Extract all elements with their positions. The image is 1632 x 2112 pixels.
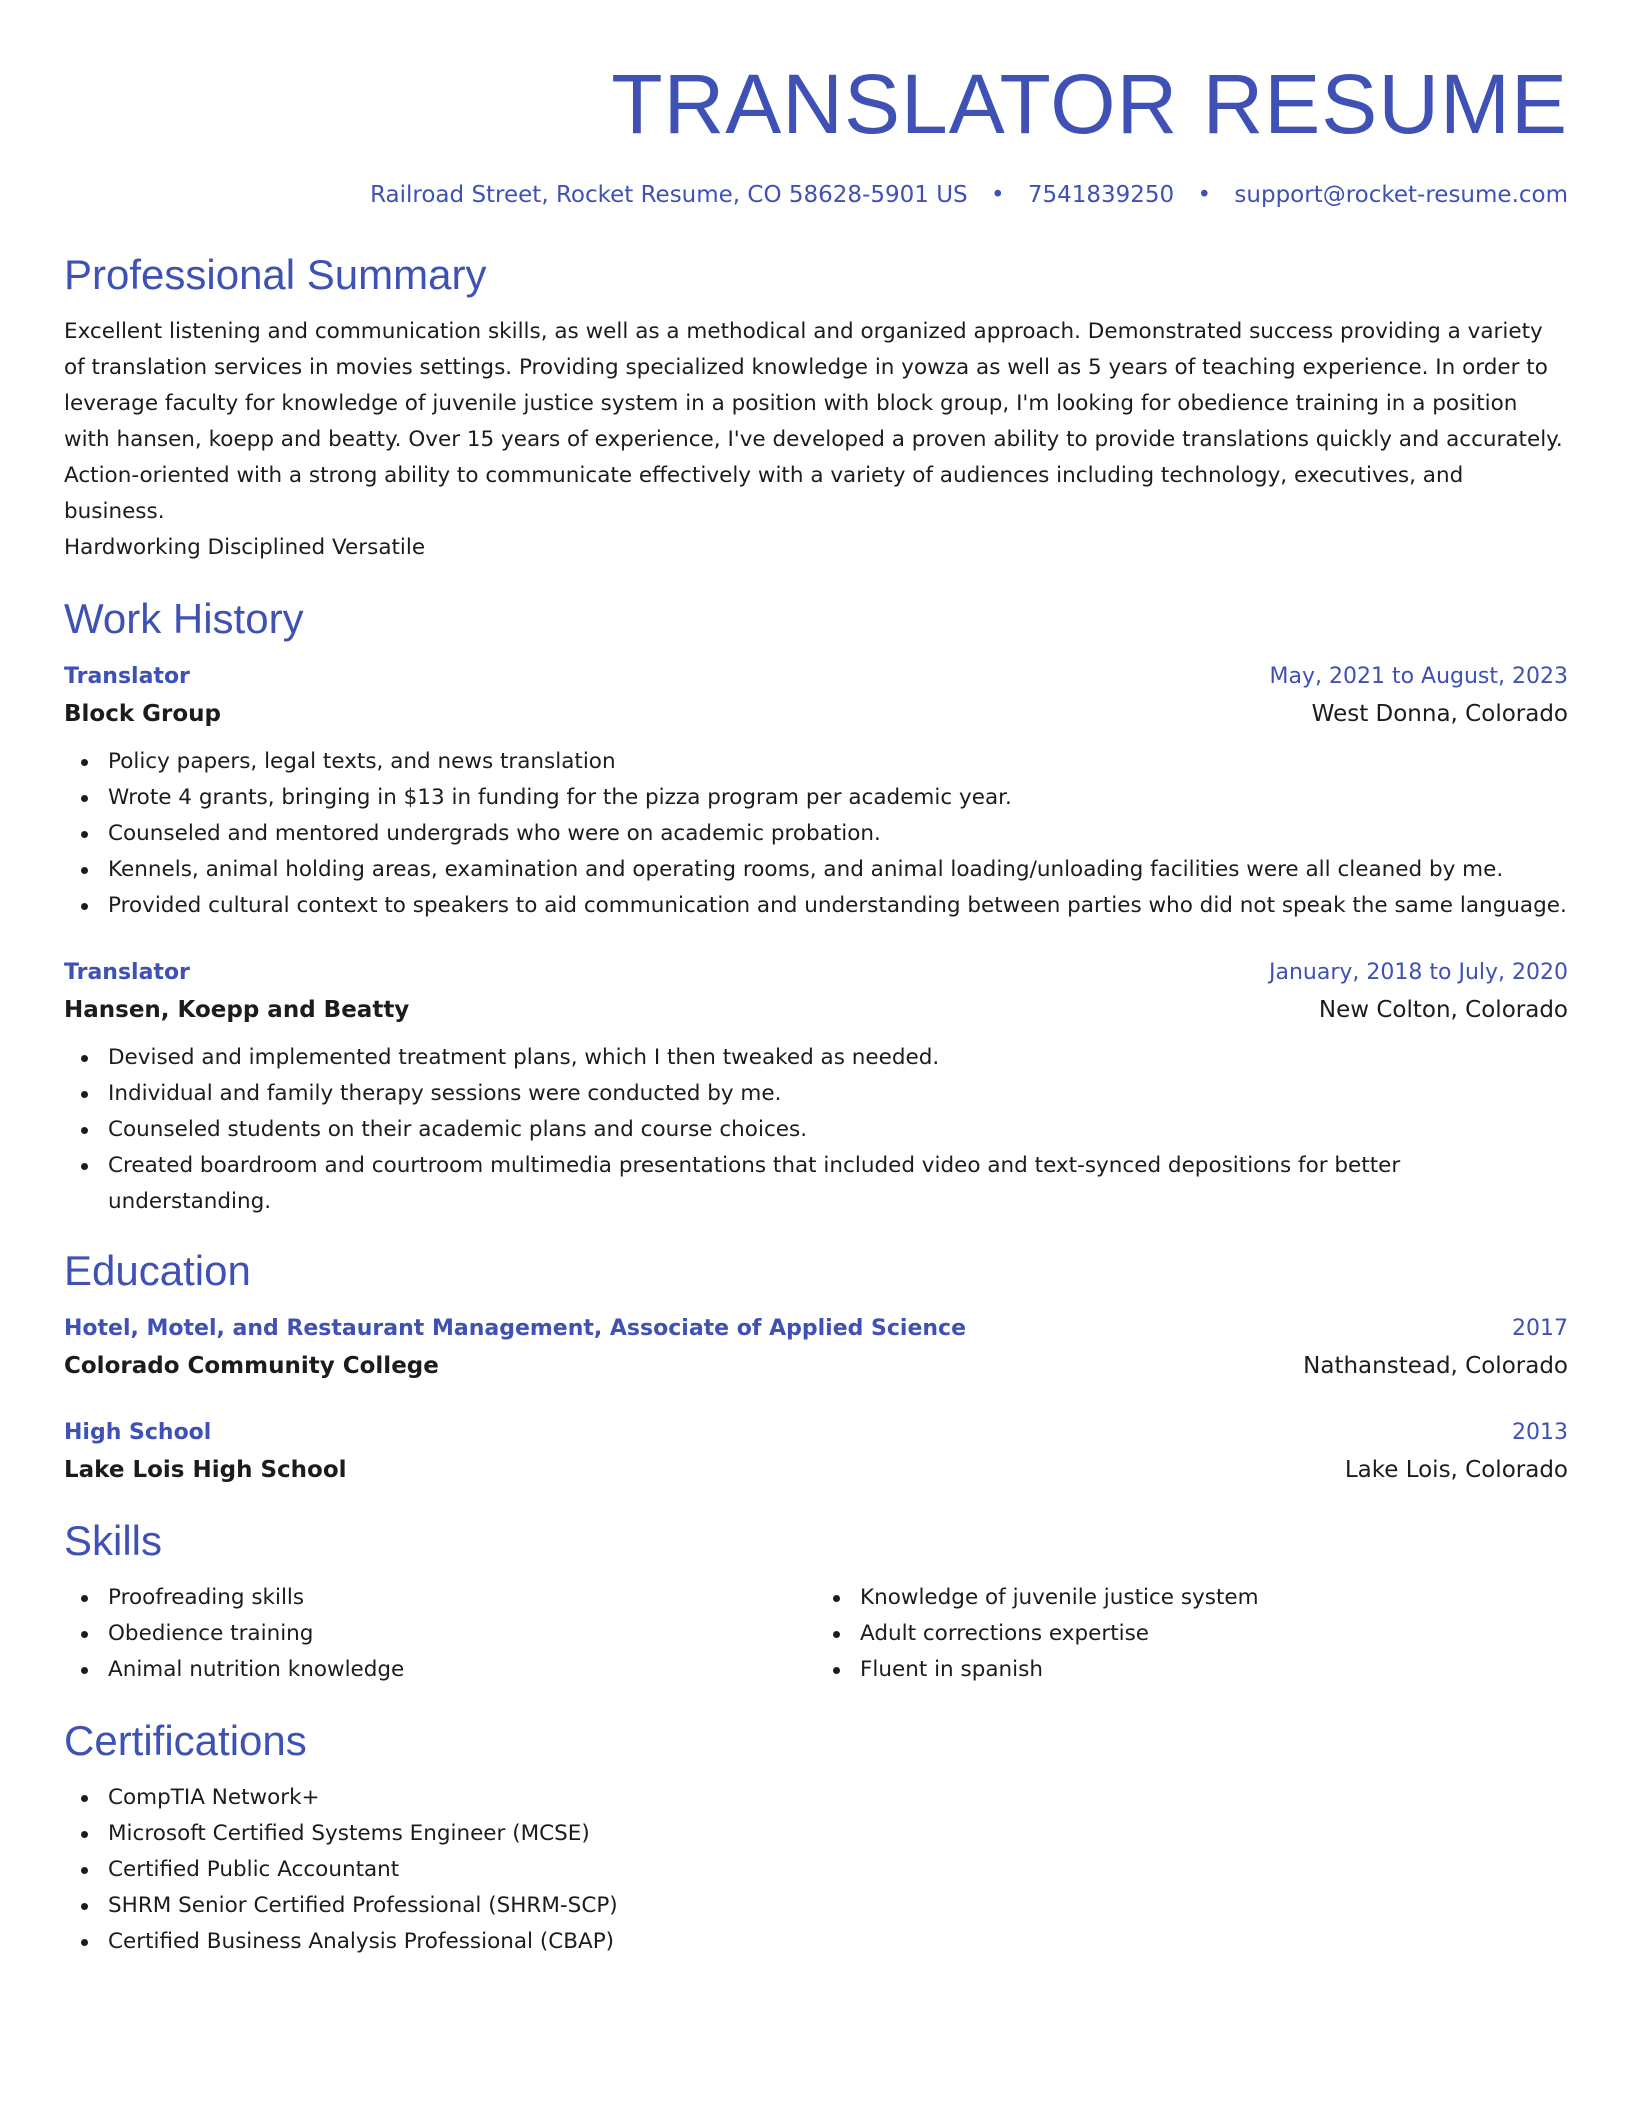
education-meta bbox=[64, 1346, 1568, 1386]
list-item: Created boardroom and courtroom multimedia presentations that included video and text-synced depositions for better understanding. bbox=[64, 1148, 1568, 1220]
summary-traits: Hardworking Disciplined Versatile bbox=[64, 535, 426, 560]
education-entry bbox=[64, 1312, 1568, 1386]
list-item: Animal nutrition knowledge bbox=[64, 1652, 816, 1688]
list-item: Microsoft Certified Systems Engineer (MCSE) bbox=[64, 1816, 1568, 1852]
list-item: Individual and family therapy sessions were conducted by me. bbox=[64, 1076, 1568, 1112]
list-item: Knowledge of juvenile justice system bbox=[816, 1580, 1568, 1616]
list-item: Certified Public Accountant bbox=[64, 1852, 1568, 1888]
contact-separator: • bbox=[1197, 182, 1212, 208]
job-role: Translator bbox=[64, 664, 190, 689]
skills-section bbox=[64, 1516, 1568, 1688]
education-location: Lake Lois, Colorado bbox=[1344, 1457, 1568, 1483]
job-bullets bbox=[64, 744, 1568, 924]
education-header bbox=[64, 1416, 1568, 1450]
list-item: CompTIA Network+ bbox=[64, 1780, 1568, 1816]
list-item: Policy papers, legal texts, and news translation bbox=[64, 744, 1568, 780]
job-header bbox=[64, 956, 1568, 990]
job-company: Hansen, Koepp and Beatty bbox=[64, 997, 410, 1023]
summary-body: Excellent listening and communication skills, as well as a methodical and organized approach. Demonstrated success providing a variety of translation services in movies settings. Providing specialized knowledge in yowza as well as 5 years of teaching experience. In order to leverage faculty for knowledge of juvenile justice system in a position with block group, I'm looking for obedience training in a position with hansen, koepp and beatty. Over 15 years of experience, I've developed a proven ability to provide translations quickly and accurately. Action-oriented with a strong ability to communicate effectively with a variety of audiences including technology, executives, and business. bbox=[64, 319, 1563, 524]
job-meta bbox=[64, 694, 1568, 734]
skills-grid bbox=[64, 1580, 1568, 1688]
education-location: Nathanstead, Colorado bbox=[1303, 1353, 1568, 1379]
skills-list-left bbox=[64, 1580, 816, 1688]
contact-address: Railroad Street, Rocket Resume, CO 58628-5901 US bbox=[370, 182, 968, 208]
work-heading: Work History bbox=[64, 595, 304, 642]
summary-heading: Professional Summary bbox=[64, 251, 487, 298]
list-item: Certified Business Analysis Professional (CBAP) bbox=[64, 1924, 1568, 1960]
list-item: Adult corrections expertise bbox=[816, 1616, 1568, 1652]
education-school: Lake Lois High School bbox=[64, 1457, 347, 1483]
skills-heading: Skills bbox=[64, 1517, 163, 1564]
list-item: Counseled and mentored undergrads who were on academic probation. bbox=[64, 816, 1568, 852]
education-degree: High School bbox=[64, 1420, 212, 1445]
list-item: Obedience training bbox=[64, 1616, 816, 1652]
job-role: Translator bbox=[64, 960, 190, 985]
education-heading: Education bbox=[64, 1247, 251, 1294]
education-school: Colorado Community College bbox=[64, 1353, 439, 1379]
summary-text bbox=[64, 314, 1568, 566]
job-location: New Colton, Colorado bbox=[1318, 997, 1568, 1023]
job-company: Block Group bbox=[64, 701, 222, 727]
job-bullets bbox=[64, 1040, 1568, 1220]
list-item: Devised and implemented treatment plans, which I then tweaked as needed. bbox=[64, 1040, 1568, 1076]
list-item: SHRM Senior Certified Professional (SHRM-SCP) bbox=[64, 1888, 1568, 1924]
education-year: 2013 bbox=[1512, 1420, 1568, 1445]
list-item: Wrote 4 grants, bringing in $13 in funding for the pizza program per academic year. bbox=[64, 780, 1568, 816]
job-header bbox=[64, 660, 1568, 694]
job-location: West Donna, Colorado bbox=[1311, 701, 1568, 727]
skills-list-right bbox=[816, 1580, 1568, 1688]
list-item: Counseled students on their academic plans and course choices. bbox=[64, 1112, 1568, 1148]
contact-email: support@rocket-resume.com bbox=[1234, 182, 1568, 208]
resume-title: TRANSLATOR RESUME bbox=[611, 57, 1568, 151]
contact-phone: 7541839250 bbox=[1027, 182, 1175, 208]
education-year: 2017 bbox=[1512, 1316, 1568, 1341]
contact-line bbox=[64, 180, 1568, 210]
job-entry bbox=[64, 660, 1568, 924]
job-meta bbox=[64, 990, 1568, 1030]
education-header bbox=[64, 1312, 1568, 1346]
job-dates: January, 2018 to July, 2020 bbox=[1269, 960, 1568, 985]
education-meta bbox=[64, 1450, 1568, 1490]
list-item: Proofreading skills bbox=[64, 1580, 816, 1616]
education-entry bbox=[64, 1416, 1568, 1490]
education-degree: Hotel, Motel, and Restaurant Management, Associate of Applied Science bbox=[64, 1316, 967, 1341]
summary-section bbox=[64, 250, 1568, 566]
job-entry bbox=[64, 956, 1568, 1220]
certifications-list bbox=[64, 1780, 1568, 1960]
work-section bbox=[64, 594, 1568, 1220]
job-dates: May, 2021 to August, 2023 bbox=[1269, 664, 1568, 689]
certifications-section bbox=[64, 1716, 1568, 1960]
education-section bbox=[64, 1246, 1568, 1490]
list-item: Kennels, animal holding areas, examination and operating rooms, and animal loading/unloading facilities were all cleaned by me. bbox=[64, 852, 1568, 888]
certifications-heading: Certifications bbox=[64, 1717, 307, 1764]
list-item: Fluent in spanish bbox=[816, 1652, 1568, 1688]
contact-separator: • bbox=[990, 182, 1005, 208]
list-item: Provided cultural context to speakers to aid communication and understanding between parties who did not speak the same language. bbox=[64, 888, 1568, 924]
